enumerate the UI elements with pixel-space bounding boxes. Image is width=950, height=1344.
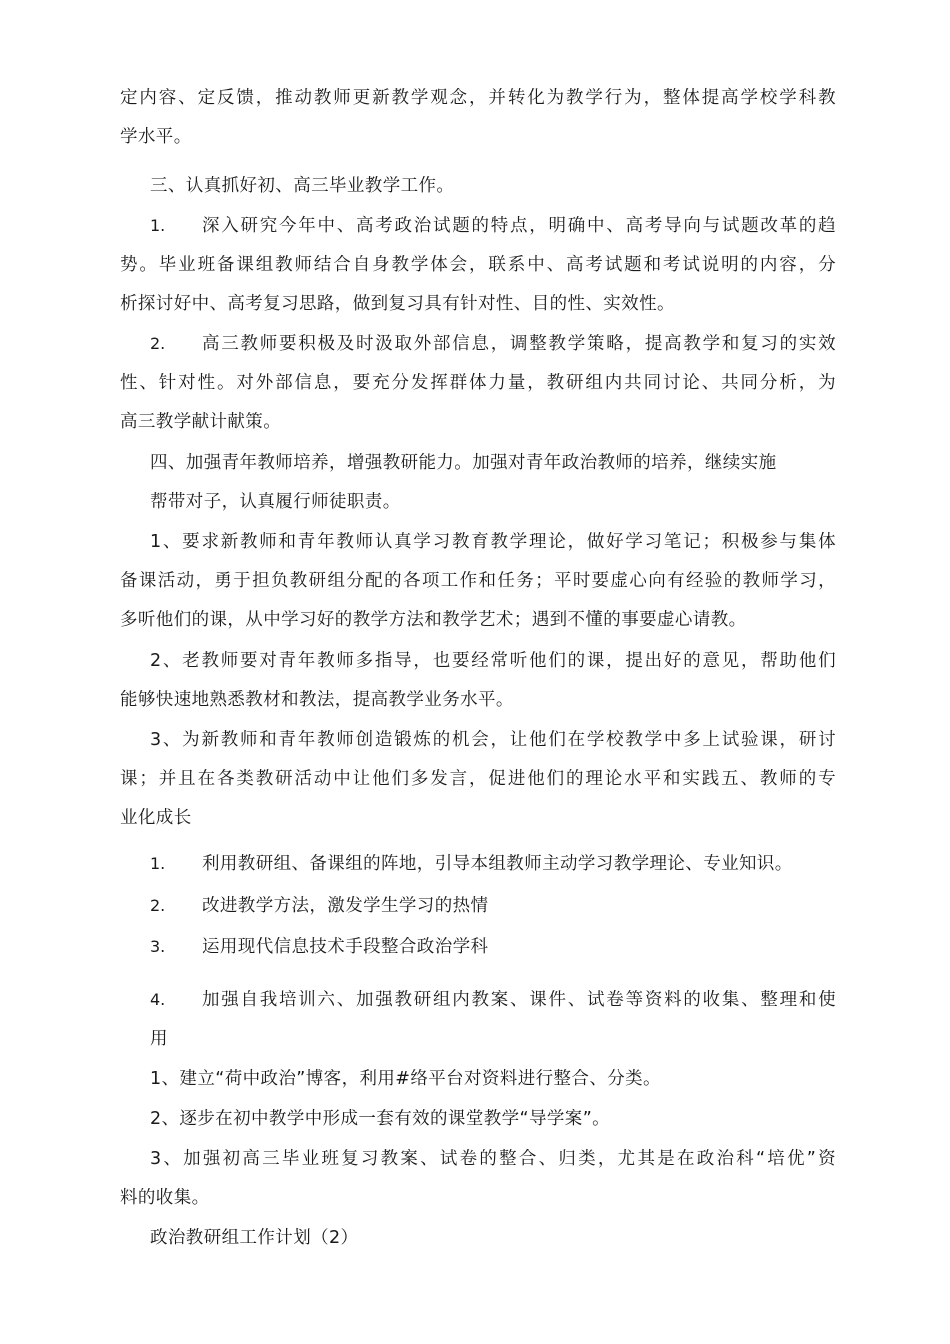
list-number: 1.	[150, 854, 166, 873]
paragraph-line: 课；并且在各类教研活动中让他们多发言，促进他们的理论水平和实践五、教师的专	[120, 769, 836, 789]
paragraph-line: 2、逐步在初中教学中形成一套有效的课堂教学“导学案”。	[150, 1109, 611, 1129]
paragraph-line: 能够快速地熟悉教材和教法，提高教学业务水平。	[120, 690, 514, 710]
paragraph-line: 高三教师要积极及时汲取外部信息，调整教学策略，提高教学和复习的实效	[202, 334, 836, 354]
paragraph-line: 2、老教师要对青年教师多指导，也要经常听他们的课，提出好的意见，帮助他们	[150, 651, 836, 671]
paragraph-line: 析探讨好中、高考复习思路，做到复习具有针对性、目的性、实效性。	[120, 294, 675, 314]
paragraph-line: 加强自我培训六、加强教研组内教案、课件、试卷等资料的收集、整理和使	[202, 990, 836, 1010]
paragraph-line: 深入研究今年中、高考政治试题的特点，明确中、高考导向与试题改革的趋	[202, 216, 836, 236]
section-heading: 四、加强青年教师培养，增强教研能力。加强对青年政治教师的培养，继续实施	[150, 453, 777, 473]
paragraph-line: 1、要求新教师和青年教师认真学习教育教学理论，做好学习笔记；积极参与集体	[150, 532, 836, 552]
paragraph-line: 高三教学献计献策。	[120, 412, 282, 432]
paragraph-line: 备课活动，勇于担负教研组分配的各项工作和任务；平时要虚心向有经验的教师学习，	[120, 571, 836, 591]
paragraph-line: 性、针对性。对外部信息，要充分发挥群体力量，教研组内共同讨论、共同分析，为	[120, 373, 836, 393]
paragraph-line: 用	[150, 1029, 168, 1049]
list-number: 1.	[150, 216, 166, 235]
paragraph-line: 业化成长	[120, 808, 192, 828]
paragraph-line: 3、为新教师和青年教师创造锻炼的机会，让他们在学校教学中多上试验课，研讨	[150, 730, 836, 750]
paragraph-line: 势。毕业班备课组教师结合自身教学体会，联系中、高考试题和考试说明的内容，分	[120, 255, 836, 275]
list-number: 2.	[150, 896, 166, 915]
paragraph-line: 3、加强初高三毕业班复习教案、试卷的整合、归类，尤其是在政治科“培优”资	[150, 1149, 836, 1169]
list-number: 4.	[150, 990, 166, 1009]
paragraph-line: 学水平。	[120, 127, 192, 147]
section-heading: 三、认真抓好初、高三毕业教学工作。	[150, 176, 455, 196]
list-item-text: 改进教学方法，激发学生学习的热情	[202, 896, 489, 916]
list-item-text: 运用现代信息技术手段整合政治学科	[202, 937, 489, 957]
list-item-text: 利用教研组、备课组的阵地，引导本组教师主动学习教学理论、专业知识。	[202, 854, 793, 874]
paragraph-line: 1、建立“荷中政治”博客，利用#络平台对资料进行整合、分类。	[150, 1069, 661, 1089]
list-number: 2.	[150, 334, 166, 353]
paragraph-line: 多听他们的课，从中学习好的教学方法和教学艺术；遇到不懂的事要虚心请教。	[120, 610, 747, 630]
paragraph-line: 料的收集。	[120, 1188, 210, 1208]
paragraph-line: 定内容、定反馈，推动教师更新教学观念，并转化为教学行为，整体提高学校学科教	[120, 88, 836, 108]
paragraph-line: 帮带对子，认真履行师徒职责。	[150, 492, 401, 512]
document-title: 政治教研组工作计划（2）	[150, 1228, 359, 1248]
list-number: 3.	[150, 937, 166, 956]
